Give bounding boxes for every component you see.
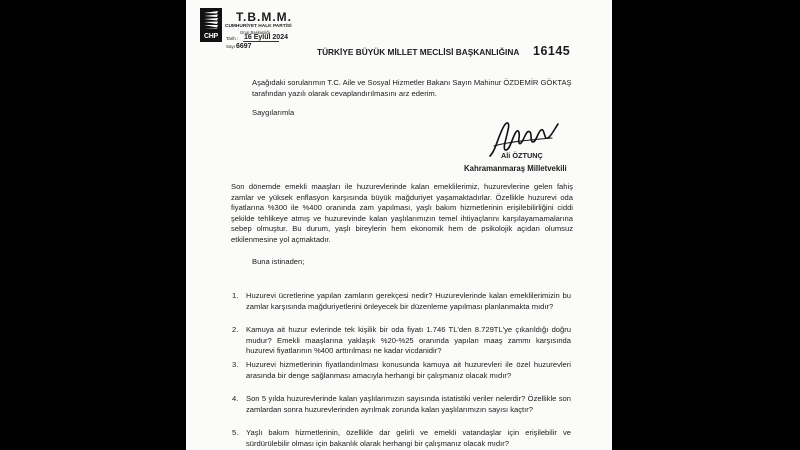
header-party: CUMHURİYET HALK PARTİSİ (225, 24, 292, 29)
question-number: 3. (232, 360, 239, 369)
addressee: TÜRKİYE BÜYÜK MİLLET MECLİSİ BAŞKANLIĞINA (317, 47, 520, 57)
number-label: Sayı : (226, 44, 238, 49)
stamp-number: 16145 (533, 44, 571, 58)
date-underline (243, 41, 279, 42)
question-item (232, 325, 571, 357)
question-number: 1. (232, 291, 239, 300)
question-text: Yaşlı bakım hizmetlerinin, özellikle dar gelirli ve emekli vatandaşlar için erişilebilir ve sürdürülebilir olması için bakanlık olarak herhangi bir çalışmanız olacak mıdır? (246, 428, 571, 448)
question-text: Son 5 yılda huzurevlerinde kalan yaşlılarımızın sayısında istatistiki veriler nelerdir? Özellikle son zamlardan sonra huzurevlerinden ayrılmak zorunda kalan yaşlılarımızın sayısı kaçtır? (246, 394, 571, 414)
six-arrows-icon (203, 11, 219, 29)
question-number: 2. (232, 325, 239, 334)
document-number: 6697 (236, 43, 252, 50)
question-item (232, 291, 571, 312)
question-number: 4. (232, 394, 239, 403)
intro-paragraph: Aşağıdaki sorularımın T.C. Aile ve Sosyal Hizmetler Bakanı Sayın Mahinur ÖZDEMİR GÖKTAŞ tarafından yazılı olarak cevaplandırılmasını arz ederim. (252, 78, 572, 98)
header-group: Grup Başkanlığı (240, 30, 271, 35)
regards: Saygılarımla (252, 108, 295, 117)
date-label: Tarih : (226, 36, 239, 41)
buna-istinaden: Buna istinaden; (252, 257, 305, 266)
chp-logo (200, 8, 222, 42)
signatory-name: Ali ÖZTUNÇ (501, 151, 543, 160)
document-page (186, 0, 612, 450)
question-item (232, 428, 571, 449)
question-text: Kamuya ait huzur evlerinde tek kişilik bir oda fiyatı 1.746 TL'den 8.729TL'ye çıkarıldığı doğru mudur? Emekli maaşlarına yaklaşık %20-%25 oranında yapılan maaş zammı karşısında huzurevi fiyatlarının %400 arttırılması ne kadar vicdanidir? (246, 325, 571, 356)
signatory-title: Kahramanmaraş Milletvekili (464, 164, 567, 173)
body-paragraph: Son dönemde emekli maaşları ile huzurevlerinde kalan emeklilerimiz, huzurevlerine gelen fahiş zamlar ve yüksek enflasyon karşısında büyük mağduriyet yaşamaktadırlar. Özellikle huzurevi oda fiyatlarına %300 ile %400 oranında zam yapılması, yaşlı bakım hizmetlerinin erişilebilirliğini ciddi şekilde tehlikeye atmış ve huzurevinde kalan yaşlılarımızın temel ihtiyaçlarını karşılayamamalarına sebep olmuştur. Bu durum, yaşlı bireylerin hem ekonomik hem de psikolojik açıdan olumsuz etkilenmesine yol açmaktadır. (231, 182, 573, 244)
document-date: 16 Eylül 2024 (244, 34, 288, 41)
chp-logo-text: CHP (204, 33, 218, 40)
question-text: Huzurevi hizmetlerinin fiyatlandırılması konusunda kamuya ait huzurevleri ile özel huzurevleri arasında bir denge sağlanması amacıyla herhangi bir çalışmanız olacak mıdır? (246, 360, 571, 380)
question-text: Huzurevi ücretlerine yapılan zamların gerekçesi nedir? Huzurevlerinde kalan emeklilerimizin bu zamlar karşısında mağduriyetlerini önleyecek bir düzenleme yapılması planlanmakta mıdır? (246, 291, 571, 311)
header-title: T.B.M.M. (236, 10, 292, 24)
question-number: 5. (232, 428, 239, 437)
question-item (232, 360, 571, 381)
question-item (232, 394, 571, 415)
